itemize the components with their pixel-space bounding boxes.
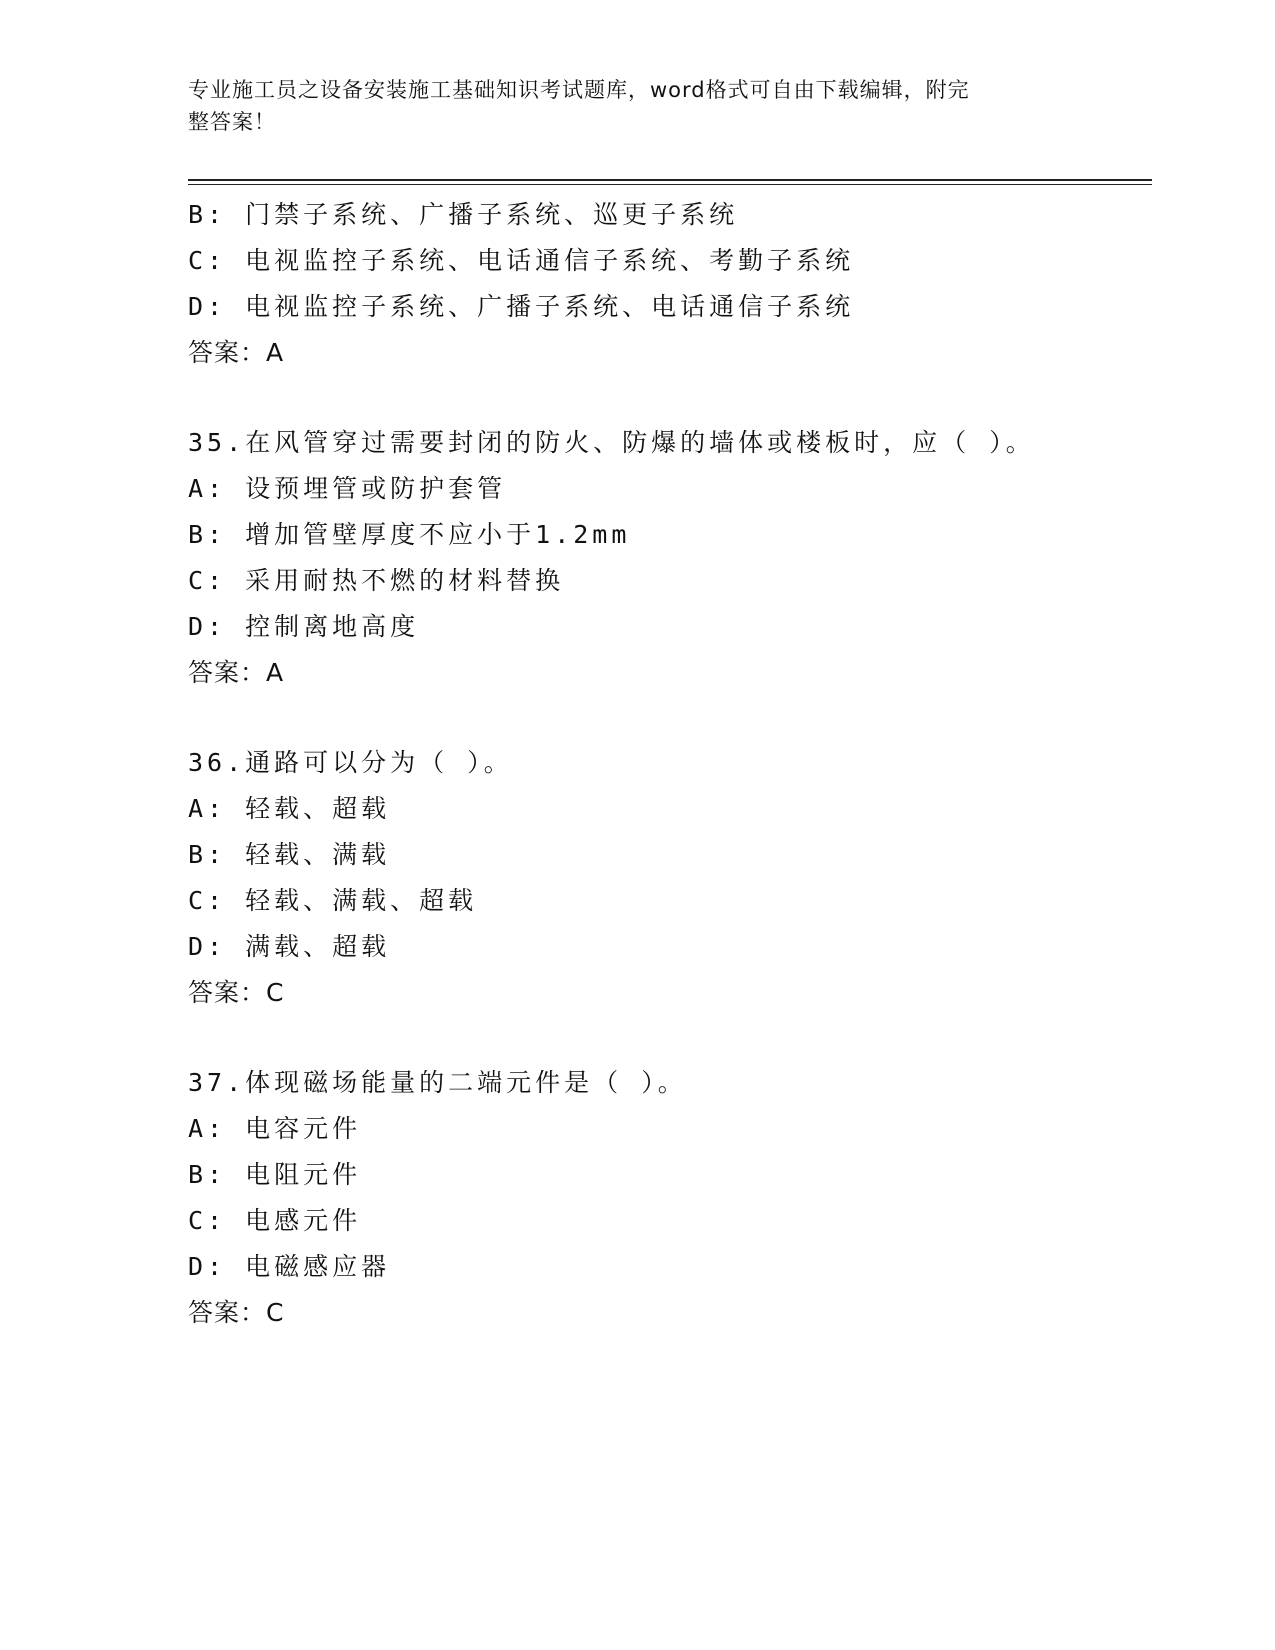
question-block-34 [188, 192, 1148, 376]
option-b: B: 轻载、满载 [188, 840, 391, 869]
question-block-35 [188, 420, 1148, 696]
option-d: D: 控制离地高度 [188, 612, 420, 641]
question-stem: 37.体现磁场能量的二端元件是（ ）。 [188, 1068, 687, 1097]
answer-label: 答案：C [188, 978, 285, 1007]
option-c: C: 轻载、满载、超载 [188, 886, 478, 915]
document-header [188, 74, 1088, 138]
option-c: C: 电感元件 [188, 1206, 362, 1235]
answer-label: 答案：A [188, 338, 285, 367]
option-b: B: 电阻元件 [188, 1160, 362, 1189]
header-divider-thick [188, 179, 1152, 181]
answer-label: 答案：A [188, 658, 285, 687]
question-stem: 36.通路可以分为（ ）。 [188, 748, 513, 777]
option-c: C: 电视监控子系统、电话通信子系统、考勤子系统 [188, 246, 855, 275]
header-divider-thin [188, 184, 1152, 185]
option-b: B: 门禁子系统、广播子系统、巡更子系统 [188, 200, 739, 229]
header-line-1: 专业施工员之设备安装施工基础知识考试题库，word格式可自由下载编辑，附完 [188, 78, 970, 102]
option-d: D: 满载、超载 [188, 932, 391, 961]
option-b: B: 增加管壁厚度不应小于1.2mm [188, 520, 631, 549]
question-block-37 [188, 1060, 1148, 1336]
answer-label: 答案：C [188, 1298, 285, 1327]
option-d: D: 电视监控子系统、广播子系统、电话通信子系统 [188, 292, 855, 321]
option-d: D: 电磁感应器 [188, 1252, 391, 1281]
header-line-2: 整答案！ [188, 110, 276, 134]
option-a: A: 设预埋管或防护套管 [188, 474, 507, 503]
option-a: A: 轻载、超载 [188, 794, 391, 823]
option-a: A: 电容元件 [188, 1114, 362, 1143]
question-list [188, 192, 1148, 1336]
question-block-36 [188, 740, 1148, 1016]
option-c: C: 采用耐热不燃的材料替换 [188, 566, 565, 595]
question-stem: 35.在风管穿过需要封闭的防火、防爆的墙体或楼板时，应（ ）。 [188, 428, 1035, 457]
